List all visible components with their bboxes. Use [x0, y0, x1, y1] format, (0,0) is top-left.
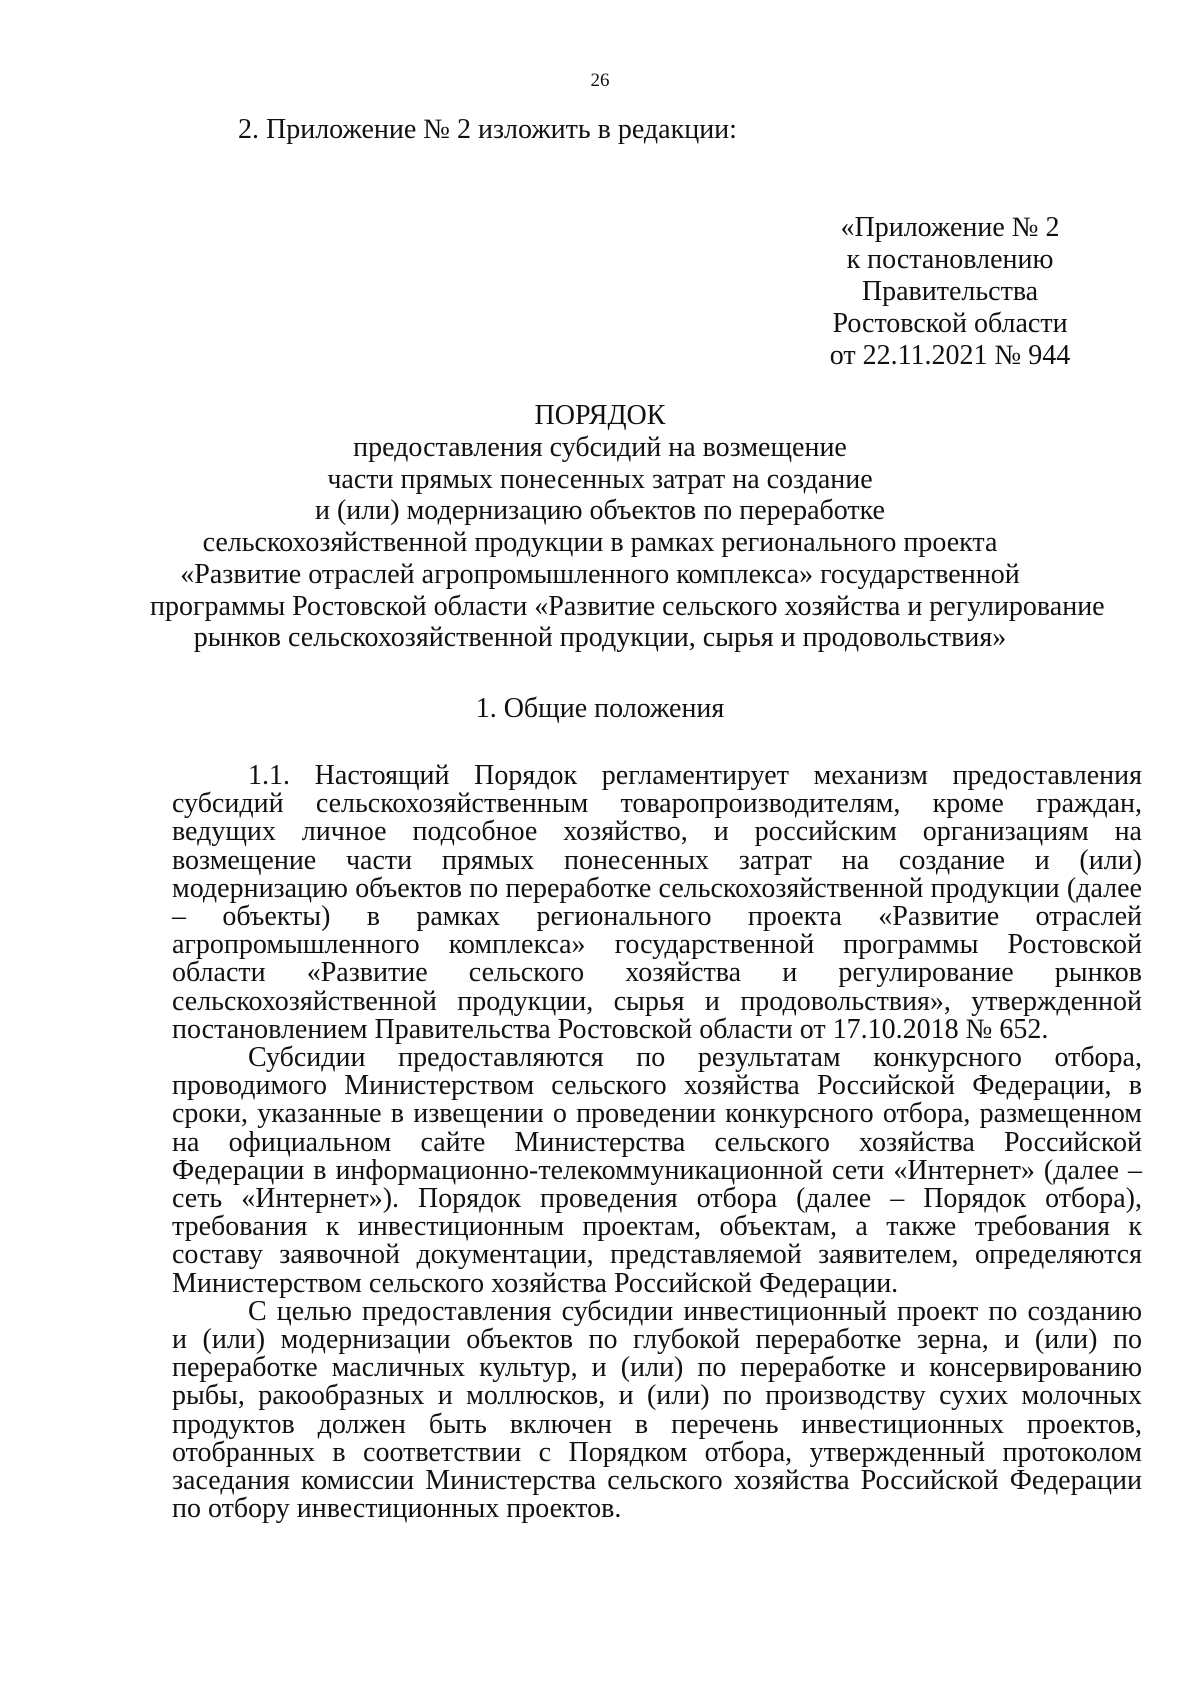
appendix-line: «Приложение № 2 — [840, 212, 1060, 243]
subtitle-line: «Развитие отраслей агропромышленного комплекса» государственной — [180, 558, 1020, 590]
subtitle-line: части прямых понесенных затрат на создание — [327, 463, 873, 495]
subtitle-line: и (или) модернизацию объектов по переработке — [315, 495, 885, 527]
paragraph: 1.1. Настоящий Порядок регламентирует механизм предоставления субсидий сельскохозяйственным товаропроизводителям, кроме граждан, ведущих личное подсобное хозяйство, и российским организациям на возмещение части прямых понесенных затрат на создание и (или) модернизацию объектов по переработке сельскохозяйственной продукции (далее – объекты) в рамках регионального проекта «Развитие отраслей агропромышленного комплекса» государственной программы Ростовской области «Развитие сельского хозяйства и регулирование рынков сельскохозяйственной продукции, сырья и продовольствия», утвержденной постановлением Правительства Ростовской области от 17.10.2018 № 652. — [172, 760, 1142, 1045]
subtitle-line: рынков сельскохозяйственной продукции, сырья и продовольствия» — [193, 622, 1007, 654]
appendix-line: к постановлению — [846, 244, 1054, 275]
appendix-line: Правительства — [861, 276, 1039, 307]
intro-line: 2. Приложение № 2 изложить в редакции: — [238, 114, 737, 145]
document-title: ПОРЯДОК — [534, 400, 666, 431]
section-heading: 1. Общие положения — [475, 693, 725, 724]
subtitle-line: предоставления субсидий на возмещение — [353, 432, 847, 463]
appendix-line: Ростовской области — [832, 308, 1068, 339]
document-subtitle — [150, 432, 1105, 654]
subtitle-line: сельскохозяйственной продукции в рамках регионального проекта — [202, 527, 998, 559]
page-number: 26 — [590, 70, 610, 91]
section-body — [172, 762, 1142, 1523]
subtitle-line: программы Ростовской области «Развитие сельского хозяйства и регулирование — [150, 590, 1105, 622]
paragraph: С целью предоставления субсидии инвестиционный проект по созданию и (или) модернизации объектов по глубокой переработке зерна, и (или) по переработке масличных культур, и (или) по переработке и консервированию рыбы, ракообразных и моллюсков, и (или) по производству сухих молочных продуктов должен быть включен в перечень инвестиционных проектов, отобранных в соответствии с Порядком отбора, утвержденный протоколом заседания комиссии Министерства сельского хозяйства Российской Федерации по отбору инвестиционных проектов. — [172, 1295, 1142, 1525]
paragraph: Субсидии предоставляются по результатам конкурсного отбора, проводимого Министерством сельского хозяйства Российской Федерации, в сроки, указанные в извещении о проведении конкурсного отбора, размещенном на официальном сайте Министерства сельского хозяйства Российской Федерации в информационно-телекоммуникационной сети «Интернет» (далее – сеть «Интернет»). Порядок проведения отбора (далее – Порядок отбора), требования к инвестиционным проектам, объектам, а также требования к составу заявочной документации, представляемой заявителем, определяются Министерством сельского хозяйства Российской Федерации. — [172, 1042, 1142, 1299]
appendix-line: от 22.11.2021 № 944 — [829, 340, 1071, 371]
appendix-block — [800, 212, 1100, 372]
